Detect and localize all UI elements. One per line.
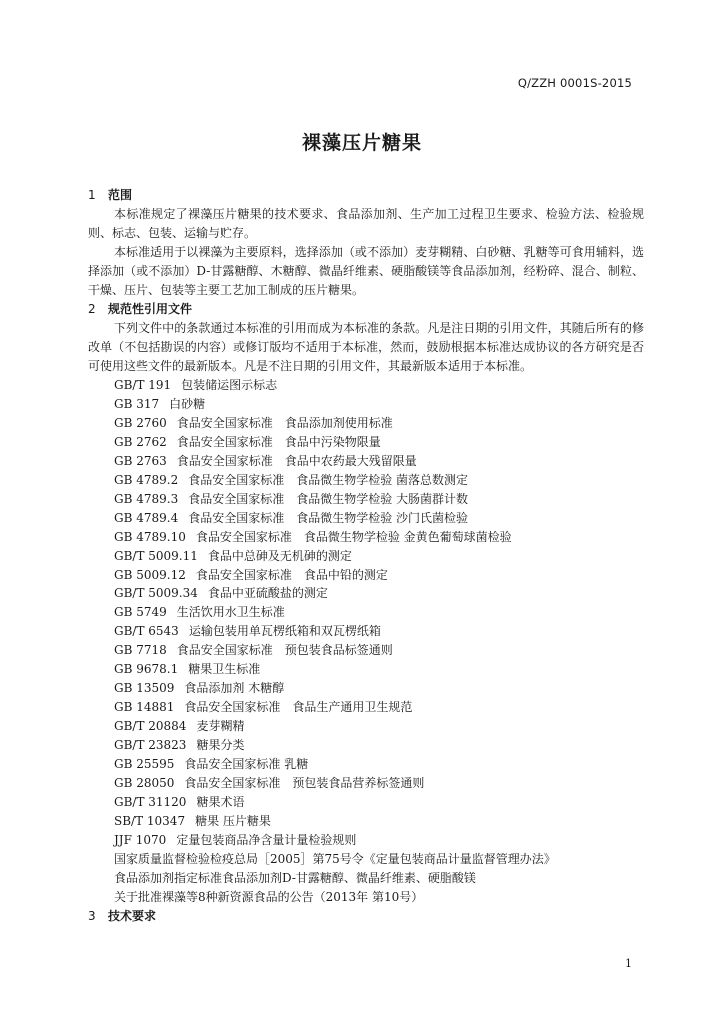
- reference-title: 食品添加剂 木糖醇: [184, 681, 285, 696]
- reference-title: 糖果 压片糖果: [195, 813, 271, 828]
- reference-title: 麦芽糊精: [196, 719, 245, 734]
- reference-title: 包装储运图示标志: [181, 378, 278, 392]
- reference-item: [88, 888, 644, 907]
- reference-item: [88, 717, 644, 736]
- reference-list: [88, 376, 644, 907]
- reference-item: [88, 376, 644, 395]
- reference-title: 食品中总砷及无机砷的测定: [207, 548, 352, 563]
- reference-code: GB 7718: [114, 643, 167, 658]
- reference-item: [88, 641, 644, 660]
- reference-code: GB/T 5009.11: [114, 548, 198, 563]
- reference-item: [88, 566, 644, 585]
- page-number: 1: [625, 957, 632, 970]
- reference-code: GB 4789.10: [114, 529, 186, 544]
- reference-title: 食品添加剂指定标准食品添加剂D-甘露糖醇、微晶纤维素、硬脂酸镁: [114, 870, 476, 885]
- reference-code: GB/T 5009.34: [114, 586, 198, 601]
- reference-title: 生活饮用水卫生标准: [176, 605, 285, 620]
- reference-item: [88, 793, 644, 812]
- section-heading-refs: [88, 300, 644, 319]
- reference-item: [88, 698, 644, 717]
- reference-item: [88, 509, 644, 528]
- reference-item: [88, 869, 644, 888]
- reference-item: [88, 490, 644, 509]
- document-title: 裸藻压片糖果: [301, 132, 422, 154]
- reference-title: 食品安全国家标准 食品中农药最大残留限量: [176, 453, 417, 468]
- reference-item: [88, 395, 644, 414]
- section-number: 3: [88, 908, 96, 923]
- reference-code: GB 5749: [114, 605, 167, 620]
- reference-item: [88, 471, 644, 490]
- reference-code: GB 5009.12: [114, 567, 186, 582]
- reference-title: 食品安全国家标准 乳糖: [184, 757, 309, 772]
- reference-title: 食品安全国家标准 食品微生物学检验 金黄色葡萄球菌检验: [195, 529, 512, 544]
- reference-code: SB/T 10347: [114, 813, 186, 828]
- reference-title: 食品中亚硫酸盐的测定: [207, 586, 328, 601]
- reference-title: 食品安全国家标准 食品微生物学检验 大肠菌群计数: [188, 491, 469, 506]
- reference-item: [88, 679, 644, 698]
- document-code: Q/ZZH 0001S-2015: [517, 76, 632, 90]
- reference-title: 运输包装用单瓦楞纸箱和双瓦楞纸箱: [188, 624, 381, 639]
- refs-intro-paragraph: 下列文件中的条款通过本标准的引用而成为本标准的条款。凡是注日期的引用文件，其随后所有的修改单（不包括勘误的内容）或修订版均不适用于本标准，然而，鼓励根据本标准达成协议的各方研究是否可使用这些文件的最新版本。凡是不注日期的引用文件，其最新版本适用于本标准。: [88, 321, 644, 373]
- document-body: [88, 186, 644, 926]
- reference-item: [88, 755, 644, 774]
- reference-title: 食品安全国家标准 食品中铅的测定: [195, 567, 388, 582]
- reference-code: GB 14881: [114, 700, 175, 715]
- reference-code: GB 2762: [114, 434, 167, 449]
- section-heading-scope: [88, 186, 644, 205]
- reference-code: GB 4789.4: [114, 510, 179, 525]
- reference-title: 食品安全国家标准 食品添加剂使用标准: [176, 415, 393, 430]
- section-heading-tech: [88, 907, 644, 926]
- reference-item: [88, 414, 644, 433]
- scope-paragraph-2: 本标准适用于以裸藻为主要原料，选择添加（或不添加）麦芽糊精、白砂糖、乳糖等可食用辅料，选择添加（或不添加）D-甘露糖醇、木糖醇、微晶纤维素、硬脂酸镁等食品添加剂，经粉碎、混合、制粒、干燥、压片、包装等主要工艺加工制成的压片糖果。: [88, 245, 644, 297]
- reference-item: [88, 774, 644, 793]
- reference-item: [88, 850, 644, 869]
- reference-code: GB/T 31120: [114, 794, 187, 809]
- reference-item: [88, 547, 644, 566]
- reference-code: JJF 1070: [114, 832, 167, 847]
- reference-code: GB 28050: [114, 776, 175, 791]
- reference-code: GB 9678.1: [114, 662, 179, 677]
- reference-title: 定量包装商品净含量计量检验规则: [176, 832, 357, 847]
- reference-code: GB/T 191: [114, 378, 172, 392]
- reference-code: GB/T 6543: [114, 624, 179, 639]
- reference-item: [88, 452, 644, 471]
- reference-title: 白砂糖: [169, 396, 206, 411]
- reference-code: GB 13509: [114, 681, 175, 696]
- section-title: 规范性引用文件: [108, 302, 193, 316]
- reference-item: [88, 528, 644, 547]
- reference-title: 国家质量监督检验检疫总局［2005］第75号令《定量包装商品计量监督管理办法》: [114, 851, 556, 866]
- reference-title: 糖果分类: [196, 738, 245, 753]
- reference-title: 关于批准裸藻等8种新资源食品的公告（2013年 第10号）: [114, 889, 424, 904]
- section-title: 技术要求: [108, 908, 157, 923]
- reference-title: 食品安全国家标准 预包装食品标签通则: [176, 643, 393, 658]
- reference-code: GB/T 20884: [114, 719, 187, 734]
- reference-code: GB 4789.3: [114, 491, 179, 506]
- section-number: 2: [88, 302, 96, 316]
- reference-title: 食品安全国家标准 食品生产通用卫生规范: [184, 700, 413, 715]
- reference-code: GB 4789.2: [114, 472, 179, 487]
- reference-code: GB/T 23823: [114, 738, 187, 753]
- reference-item: [88, 736, 644, 755]
- reference-code: GB 317: [114, 396, 160, 411]
- reference-title: 食品安全国家标准 预包装食品营养标签通则: [184, 776, 425, 791]
- reference-item: [88, 660, 644, 679]
- reference-code: GB 2763: [114, 453, 167, 468]
- reference-item: [88, 831, 644, 850]
- scope-paragraph-1: 本标准规定了裸藻压片糖果的技术要求、食品添加剂、生产加工过程卫生要求、检验方法、检验规则、标志、包装、运输与贮存。: [88, 207, 644, 240]
- reference-item: [88, 433, 644, 452]
- section-title: 范围: [108, 188, 133, 202]
- section-number: 1: [88, 188, 96, 202]
- reference-title: 糖果卫生标准: [188, 662, 261, 677]
- reference-code: GB 2760: [114, 415, 167, 430]
- reference-title: 食品安全国家标准 食品微生物学检验 沙门氏菌检验: [188, 510, 469, 525]
- reference-item: [88, 812, 644, 831]
- reference-code: GB 25595: [114, 757, 175, 772]
- reference-title: 糖果术语: [196, 794, 245, 809]
- reference-item: [88, 622, 644, 641]
- reference-title: 食品安全国家标准 食品微生物学检验 菌落总数测定: [188, 472, 469, 487]
- reference-item: [88, 584, 644, 603]
- reference-title: 食品安全国家标准 食品中污染物限量: [176, 434, 381, 449]
- reference-item: [88, 603, 644, 622]
